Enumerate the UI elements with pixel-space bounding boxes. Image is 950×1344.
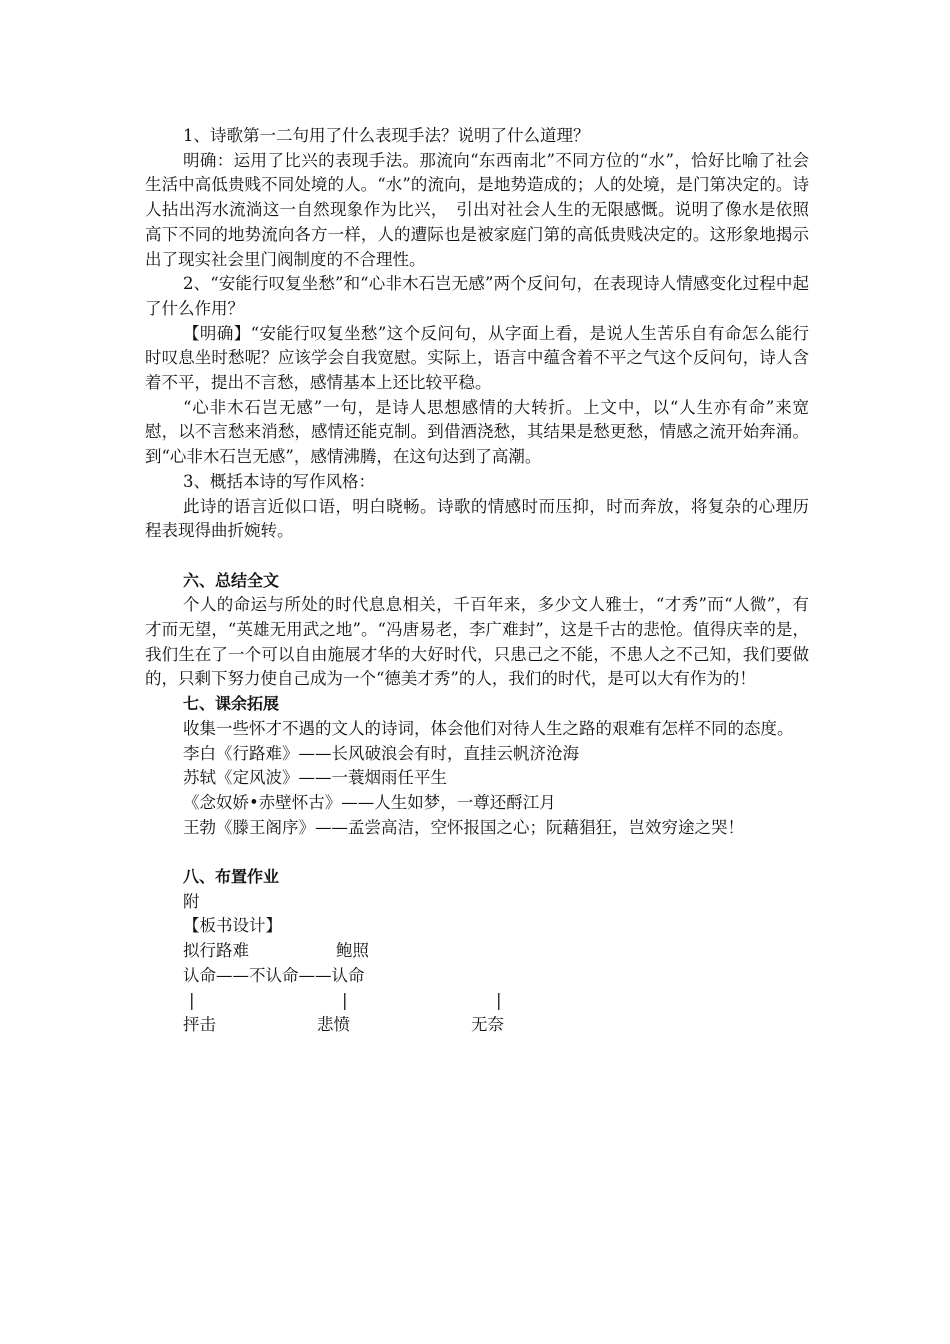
board-connector-row (145, 989, 809, 1014)
appendix-label: 附 (183, 891, 200, 911)
poem-line-4: 王勃《滕王阁序》——孟尝高洁，空怀报国之心；阮藉猖狂，岂效穷途之哭！ (183, 817, 744, 837)
section-heading-6: 六、总结全文 (183, 570, 280, 590)
board-connector-3: | (496, 990, 502, 1010)
board-flow-row (145, 964, 809, 989)
section-heading-7: 七、课余拓展 (183, 694, 280, 714)
poem-line-1: 李白《行路难》——长风破浪会有时，直挂云帆济沧海 (183, 743, 579, 763)
spacer (145, 544, 809, 569)
board-connector-1: | (189, 990, 195, 1010)
poem-line-2: 苏轼《定风波》——一蓑烟雨任平生 (183, 768, 447, 788)
board-title-row (145, 939, 809, 964)
board-flow: 认命——不认命——认命 (183, 965, 365, 985)
section-heading-8: 八、布置作业 (183, 867, 280, 887)
summary-paragraph: 个人的命运与所处的时代息息相关，千百年来，多少文人雅士，“才秀”而“人微”，有才而无望，“英雄无用武之地”。“冯唐易老，李广难封”，这是千古的悲怆。值得庆幸的是，我们生在了一个可以自由施展才华的大好时代，只患己之不能，不患人之不己知，我们要做的，只剩下努力使自己成为一个“德美才秀”的人，我们的时代，是可以大有作为的！ (145, 595, 809, 689)
board-word-1: 抨击 (183, 1015, 216, 1035)
board-poem-title: 拟行路难 (183, 941, 249, 961)
extension-paragraph: 收集一些怀才不遇的文人的诗词，体会他们对待人生之路的艰难有怎样不同的态度。 (183, 718, 794, 738)
poem-line-3: 《念奴娇•赤壁怀古》——人生如梦，一尊还酹江月 (183, 792, 556, 812)
board-design-title: 【板书设计】 (183, 916, 282, 936)
answer-3: 此诗的语言近似口语，明白晓畅。诗歌的情感时而压抑，时而奔放，将复杂的心理历程表现得曲折婉转。 (145, 496, 809, 541)
board-word-2: 悲愤 (317, 1015, 350, 1035)
spacer (145, 840, 809, 865)
board-author: 鲍照 (336, 941, 369, 961)
board-word-3: 无奈 (471, 1015, 504, 1035)
answer-1: 明确：运用了比兴的表现手法。那流向“东西南北”不同方位的“水”，恰好比喻了社会生活中高低贵贱不同处境的人。“水”的流向，是地势造成的；人的处境，是门第决定的。诗人拈出泻水流淌这一自然现象作为比兴， 引出对社会人生的无限感慨。说明了像水是依照高下不同的地势流向各方一样，人的遭际也是被家庭门第的高低贵贱决定的。这形象地揭示出了现实社会里门阀制度的不合理性。 (145, 150, 809, 269)
question-1: 1、诗歌第一二句用了什么表现手法？说明了什么道理？ (183, 126, 590, 145)
document-body (145, 124, 809, 1038)
question-2: 2、“安能行叹复坐愁”和“心非木石岂无感”两个反问句，在表现诗人情感变化过程中起了什么作用？ (145, 274, 809, 318)
answer-2-continued: “心非木石岂无感”一句，是诗人思想感情的大转折。上文中，以“人生亦有命”来宽慰，以不言愁来消愁，感情还能克制。到借酒浇愁，其结果是愁更愁，情感之流开始奔涌。到“心非木石岂无感”，感情沸腾，在这句达到了高潮。 (145, 397, 809, 467)
answer-2: 【明确】“安能行叹复坐愁”这个反问句，从字面上看，是说人生苦乐自有命怎么能行时叹息坐时愁呢？应该学会自我宽慰。实际上，语言中蕴含着不平之气这个反问句，诗人含着不平，提出不言愁，感情基本上还比较平稳。 (145, 323, 809, 393)
board-connector-2: | (342, 990, 348, 1010)
board-words-row (145, 1013, 809, 1038)
question-3: 3、概括本诗的写作风格： (183, 471, 375, 491)
